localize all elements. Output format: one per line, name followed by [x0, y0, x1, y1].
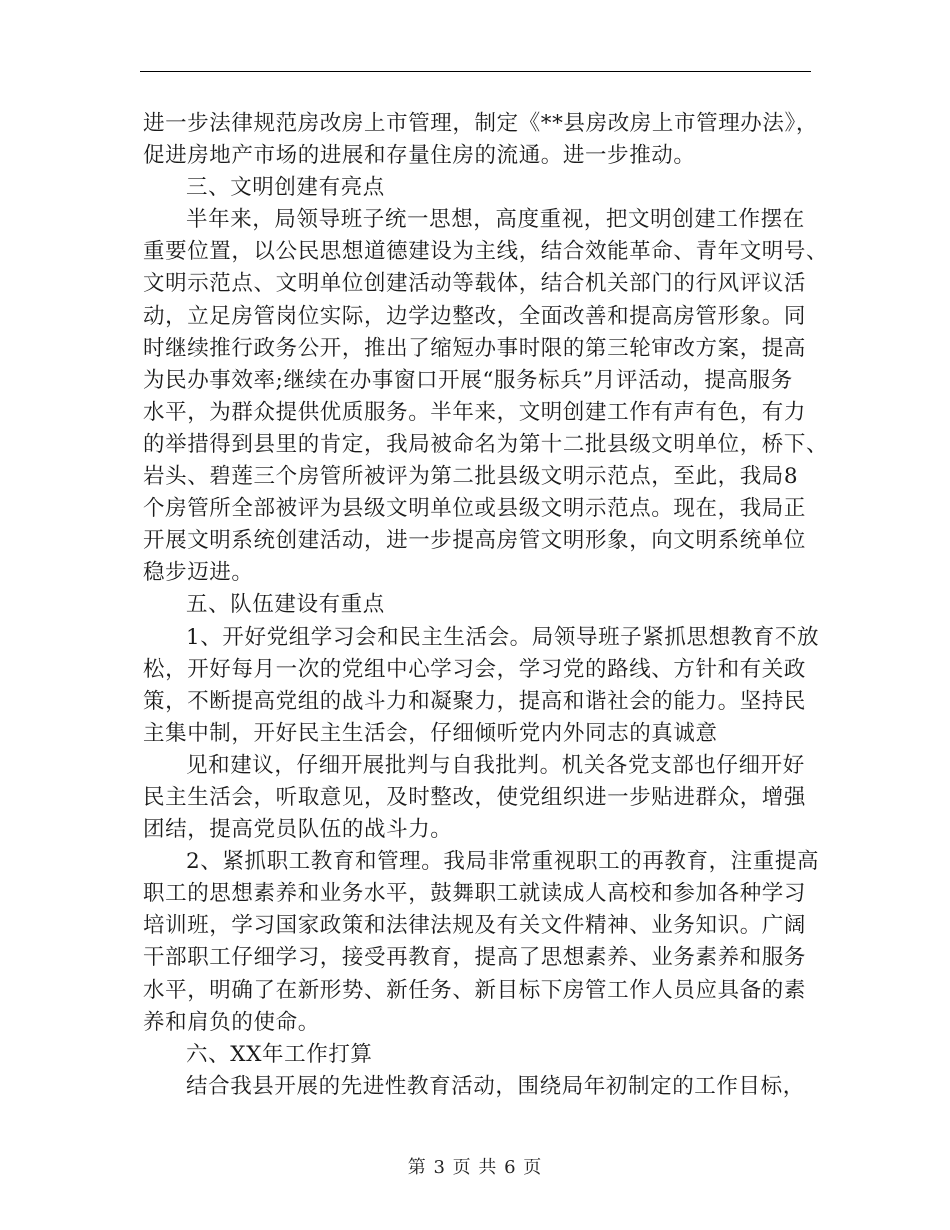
text-line: 开展文明系统创建活动，进一步提高房管文明形象，向文明系统单位 — [143, 528, 807, 554]
text-line: 团结，提高党员队伍的战斗力。 — [143, 817, 453, 843]
text-line: 水平，明确了在新形势、新任务、新目标下房管工作人员应具备的素 — [143, 977, 807, 1003]
text-line: 进一步法律规范房改房上市管理，制定《**县房改房上市管理办法》， — [143, 111, 818, 136]
text-line: 职工的思想素养和业务水平，鼓舞职工就读成人高校和参加各种学习 — [143, 881, 807, 907]
text-line: 文明示范点、文明单位创建活动等载体，结合机关部门的行风评议活 — [143, 271, 807, 297]
paragraph-start: 2、紧抓职工教育和管理。我局非常重视职工的再教育，注重提高 — [186, 849, 820, 875]
section-heading: 三、文明创建有亮点 — [186, 175, 385, 201]
text-line: 的举措得到县里的肯定，我局被命名为第十二批县级文明单位，桥下、 — [143, 431, 829, 457]
text-line: 岩头、碧莲三个房管所被评为第二批县级文明示范点，至此，我局8 — [143, 464, 799, 490]
paragraph-start: 见和建议，仔细开展批判与自我批判。机关各党支部也仔细开好 — [186, 752, 805, 778]
page-number: 第 3 页 共 6 页 — [407, 1157, 543, 1178]
text-line: 为民办事效率;继续在办事窗口开展“服务标兵”月评活动，提高服务 — [143, 367, 793, 393]
section-heading: 五、队伍建设有重点 — [186, 592, 385, 618]
text-line: 养和肩负的使命。 — [143, 1009, 320, 1035]
text-line: 个房管所全部被评为县级文明单位或县级文明示范点。现在，我局正 — [143, 496, 807, 522]
text-line: 策，不断提高党组的战斗力和凝聚力，提高和谐社会的能力。坚持民 — [143, 688, 807, 714]
text-line: 松，开好每月一次的党组中心学习会，学习党的路线、方针和有关政 — [143, 656, 807, 682]
text-line: 动，立足房管岗位实际，边学边整改，全面改善和提高房管形象。同 — [143, 303, 807, 329]
text-line: 干部职工仔细学习，接受再教育，提高了思想素养、业务素养和服务 — [143, 945, 807, 971]
text-line: 水平，为群众提供优质服务。半年来，文明创建工作有声有色，有力 — [143, 399, 807, 425]
text-line: 促进房地产市场的进展和存量住房的流通。进一步推动。 — [143, 143, 696, 169]
text-line: 重要位置，以公民思想道德建设为主线，结合效能革命、青年文明号、 — [143, 239, 829, 265]
paragraph-start: 结合我县开展的先进性教育活动，围绕局年初制定的工作目标， — [186, 1073, 805, 1099]
section-heading: 六、XX年工作打算 — [186, 1041, 373, 1067]
document-body — [143, 108, 829, 1103]
text-line: 民主生活会，听取意见，及时整改，使党组织进一步贴进群众，增强 — [143, 784, 807, 810]
text-line: 时继续推行政务公开，推出了缩短办事时限的第三轮审改方案，提高 — [143, 335, 807, 361]
text-line: 培训班，学习国家政策和法律法规及有关文件精神、业务知识。广阔 — [143, 913, 807, 939]
paragraph-start: 1、开好党组学习会和民主生活会。局领导班子紧抓思想教育不放 — [186, 624, 820, 650]
text-line: 主集中制，开好民主生活会，仔细倾听党内外同志的真诚意 — [143, 720, 718, 746]
paragraph-start: 半年来，局领导班子统一思想，高度重视，把文明创建工作摆在 — [186, 207, 805, 233]
header-rule — [140, 71, 811, 72]
text-line: 稳步迈进。 — [143, 560, 254, 586]
